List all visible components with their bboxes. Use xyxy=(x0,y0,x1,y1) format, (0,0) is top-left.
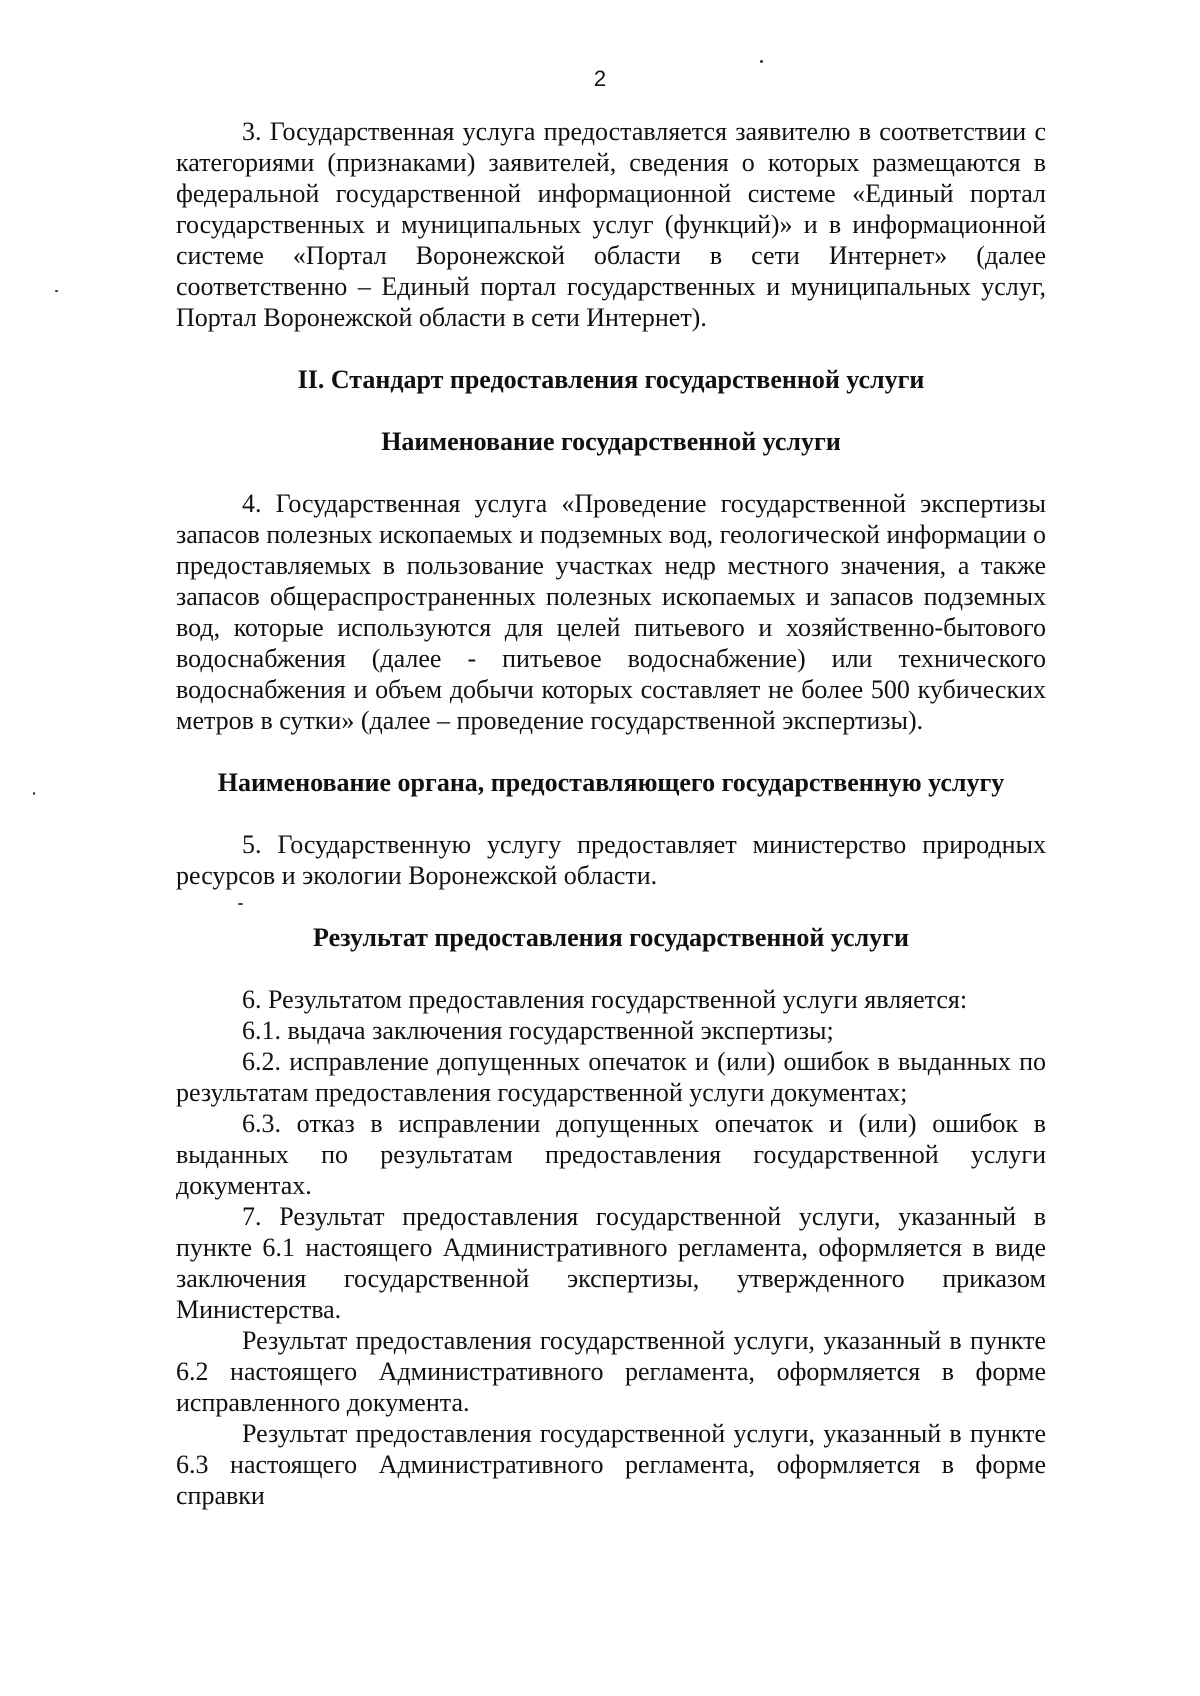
scan-speck xyxy=(55,290,58,292)
heading-service-result: Результат предоставления государственной услуги xyxy=(313,923,909,952)
paragraph-7-result-6-2: Результат предоставления государственной услуги, указанный в пункте 6.2 настоящего Административного регламента, оформляется в форме исправленного документа. xyxy=(176,1326,1046,1417)
scan-speck xyxy=(238,903,243,905)
heading-service-name: Наименование государственной услуги xyxy=(381,427,841,456)
paragraph-4: 4. Государственная услуга «Проведение государственной экспертизы запасов полезных ископаемых и подземных вод, геологической информации о предоставляемых в пользование участках недр местного значения, а также запасов общераспространенных полезных ископаемых и запасов подземных вод, которые используются для целей питьевого и хозяйственно-бытового водоснабжения (далее - питьевое водоснабжение) или технического водоснабжения и объем добычи которых составляет не более 500 кубических метров в сутки» (далее – проведение государственной экспертизы). xyxy=(176,489,1046,735)
paragraph-3: 3. Государственная услуга предоставляется заявителю в соответствии с категориями (признаками) заявителей, сведения о которых размещаются в федеральной государственной информационной системе «Единый портал государственных и муниципальных услуг (функций)» и в информационной системе «Портал Воронежской области в сети Интернет» (далее соответственно – Единый портал государственных и муниципальных услуг, Портал Воронежской области в сети Интернет). xyxy=(176,117,1046,332)
scan-speck xyxy=(33,792,35,795)
paragraph-7: 7. Результат предоставления государственной услуги, указанный в пункте 6.1 настоящего Административного регламента, оформляется в виде заключения государственной экспертизы, утвержденного приказом Министерства. xyxy=(176,1202,1046,1324)
paragraph-5: 5. Государственную услугу предоставляет министерство природных ресурсов и экологии Воронежской области. xyxy=(176,830,1046,890)
document-body xyxy=(176,116,1046,1511)
paragraph-6: 6. Результатом предоставления государственной услуги является: xyxy=(242,985,968,1014)
paragraph-6-1: 6.1. выдача заключения государственной экспертизы; xyxy=(242,1016,834,1045)
scan-speck xyxy=(760,60,763,63)
paragraph-7-result-6-3: Результат предоставления государственной услуги, указанный в пункте 6.3 настоящего Административного регламента, оформляется в форме справки xyxy=(176,1419,1046,1510)
section-title: II. Стандарт предоставления государственной услуги xyxy=(297,365,925,394)
page-number: 2 xyxy=(593,66,607,91)
paragraph-6-2: 6.2. исправление допущенных опечаток и (или) ошибок в выданных по результатам предоставления государственной услуги документах; xyxy=(176,1047,1046,1107)
paragraph-6-3: 6.3. отказ в исправлении допущенных опечаток и (или) ошибок в выданных по результатам предоставления государственной услуги документах. xyxy=(176,1109,1046,1200)
heading-providing-body: Наименование органа, предоставляющего государственную услугу xyxy=(217,768,1005,797)
